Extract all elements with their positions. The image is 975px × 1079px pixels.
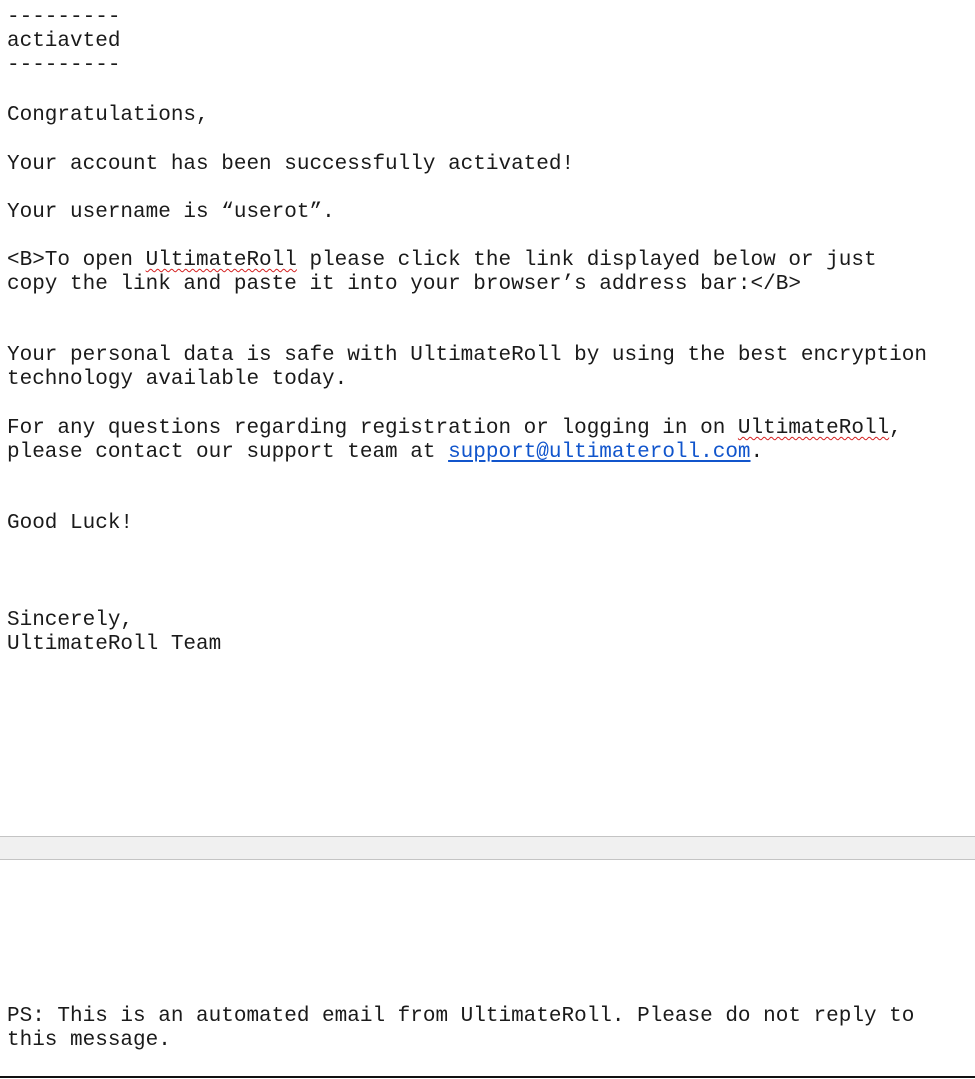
support-line-2 xyxy=(7,441,763,465)
username-line xyxy=(7,201,335,225)
header-word: actiavted xyxy=(7,30,121,53)
support-text-d: . xyxy=(750,441,764,464)
ps-line-1: PS: This is an automated email from UltimateRoll. Please do not reply to xyxy=(7,1005,915,1028)
support-email-link[interactable]: support@ultimateroll.com xyxy=(448,441,751,464)
pane-splitter[interactable] xyxy=(0,836,975,860)
greeting: Congratulations, xyxy=(7,104,209,127)
footer-pane[interactable] xyxy=(0,861,975,1076)
instruction-text-a: <B>To open xyxy=(7,249,146,272)
separator-top: --------- xyxy=(7,6,121,29)
separator-bottom: --------- xyxy=(7,54,121,77)
ps-line-2: this message. xyxy=(7,1029,171,1052)
sign-off: Sincerely, xyxy=(7,609,134,632)
support-text-c: please contact our support team at xyxy=(7,441,449,464)
instruction-line-2: copy the link and paste it into your browser’s address bar:</B> xyxy=(7,273,801,296)
activation-message: Your account has been successfully activated! xyxy=(7,153,575,176)
bottom-border xyxy=(0,1076,975,1078)
username-value: “userot”. xyxy=(221,201,335,224)
support-text-a: For any questions regarding registration or logging in on xyxy=(7,417,738,440)
brand-name-misspelled: UltimateRoll xyxy=(737,417,890,440)
support-line-1 xyxy=(7,417,902,441)
brand-name-misspelled: UltimateRoll xyxy=(145,249,297,272)
support-text-b: , xyxy=(889,417,902,440)
username-prefix: Your username is xyxy=(7,201,222,224)
good-luck: Good Luck! xyxy=(7,512,134,535)
instruction-line-1 xyxy=(7,249,877,273)
security-line-2: technology available today. xyxy=(7,368,348,391)
signature: UltimateRoll Team xyxy=(7,633,222,656)
security-line-1: Your personal data is safe with UltimateRoll by using the best encryption xyxy=(7,344,927,367)
instruction-text-b: please click the link displayed below or just xyxy=(296,249,877,272)
